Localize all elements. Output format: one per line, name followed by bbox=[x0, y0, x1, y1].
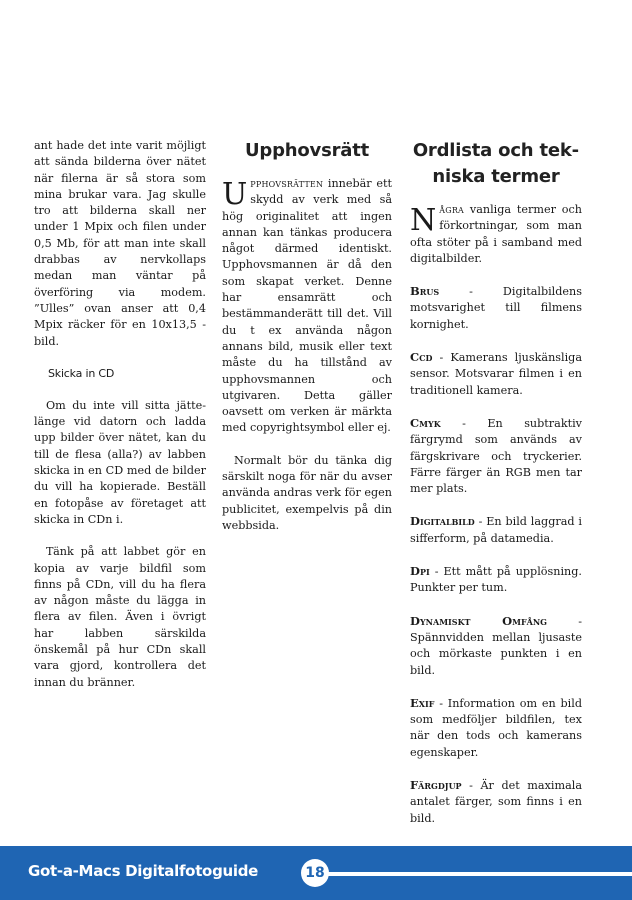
glossary-definition: - Information om en bild som medföljer bildfilen, tex när den tods och kamerans egenskaper. bbox=[410, 696, 582, 759]
glossary-entry bbox=[410, 695, 582, 761]
column-1 bbox=[34, 138, 206, 691]
glossary-definition: - Ett mått på upplösning. Punkter per tum. bbox=[410, 565, 582, 595]
glossary-term: Digitalbild bbox=[410, 514, 475, 529]
column-3 bbox=[410, 138, 582, 827]
drop-cap: U bbox=[222, 177, 248, 212]
glossary-term: Exif bbox=[410, 695, 435, 710]
glossary-definition: - En subtraktiv färgrymd som används av färgskrivare och tryckerier. Färre färger än RGB men tar mer plats. bbox=[410, 416, 582, 496]
paragraph-intro bbox=[222, 176, 392, 437]
paragraph-text: innebär ett skydd av verk med så hög originalitet att ingen annan kan tänkas producera något därmed identiskt. Upphovsmannen är då den som skapat verket. Denne har ensamrätt och bestämmanderätt till det. Vill du t ex använda någon annans bild, musik eller text måste du ha tillstånd av upphovsmannen och utgivaren. Detta gäller oavsett om verken är märkta med copyrightsymbol eller ej. bbox=[222, 177, 392, 435]
glossary-entry bbox=[410, 349, 582, 399]
glossary-definition: - Spännvidden mellan ljusaste och mörkaste punkten i en bild. bbox=[410, 614, 582, 677]
glossary-term: Brus bbox=[410, 284, 440, 299]
paragraph: Om du inte vill sitta jättelänge vid datorn och ladda upp bilder över nätet, kan du till de flesa (alla?) av labben skicka in en CD med de bilder du vill ha kopierade. Beställ en fotopåse av företaget att skicka in CDn i. bbox=[34, 398, 206, 526]
footer-rule bbox=[326, 872, 632, 876]
lead-word: pphovsrätten bbox=[250, 177, 324, 190]
lead-word: ågra bbox=[439, 203, 465, 216]
glossary-entry bbox=[410, 415, 582, 497]
paragraph-text: vanliga termer och förkortningar, som man ofta stöter på i samband med digitalbilder. bbox=[410, 203, 582, 265]
footer-title: Got-a-Macs Digitalfotoguide bbox=[28, 862, 259, 880]
glossary-definition: - Är det maximala antalet färger, som finns i en bild. bbox=[410, 779, 582, 825]
page-number-badge: 18 bbox=[301, 859, 329, 887]
glossary-entry bbox=[410, 777, 582, 827]
glossary-definition: - Kamerans ljuskänsliga sensor. Motsvarar filmen i en traditionell kamera. bbox=[410, 351, 582, 397]
paragraph: Normalt bör du tänka dig särskilt noga för när du avser använda andras verk för egen publicitet, exempelvis på din webbsida. bbox=[222, 453, 392, 532]
glossary-term: Ccd bbox=[410, 350, 433, 365]
glossary-list bbox=[410, 267, 582, 827]
glossary-entry bbox=[410, 513, 582, 547]
glossary-entry bbox=[410, 283, 582, 333]
glossary-term: Dynamiskt Omfång bbox=[410, 613, 548, 628]
glossary-definition: - En bild laggrad i sifferform, på datamedia. bbox=[410, 515, 582, 545]
paragraph: Tänk på att labbet gör en kopia av varje bildfil som finns på CDn, vill du ha flera av någon måste du lägga in flera av filen. Även i övrigt har labben särskilda önskemål på hur CDn skall vara gjord, kontrollera det innan du bränner. bbox=[34, 545, 206, 689]
drop-cap: N bbox=[410, 203, 437, 238]
glossary-definition: - Digitalbildens motsvarighet till filmens kornighet. bbox=[410, 285, 582, 331]
paragraph: ant hade det inte varit möjligt att sända bilderna över nätet när filerna är så stora som mina brukar vara. Jag skulle tro att bilderna skall ner under 1 Mpix och filen under 0,5 Mb, för att man inte skall drabbas av nervkollaps medan man väntar på överföring via modem. ”Ulles” ovan anser att 0,4 Mpix räcker för en 10x13,5 -bild. bbox=[34, 139, 206, 348]
column-2 bbox=[222, 138, 392, 534]
glossary-term: Cmyk bbox=[410, 415, 441, 430]
heading-upphovsratt: Upphovsrätt bbox=[244, 140, 370, 161]
glossary-entry bbox=[410, 613, 582, 679]
heading-ordlista: Ordlista och tekniska termer bbox=[412, 140, 580, 187]
glossary-term: Dpi bbox=[410, 564, 430, 579]
glossary-entry bbox=[410, 563, 582, 597]
subheading-skicka-in-cd: Skicka in CD bbox=[48, 366, 115, 380]
glossary-term: Färgdjup bbox=[410, 778, 462, 793]
paragraph-intro bbox=[410, 202, 582, 267]
